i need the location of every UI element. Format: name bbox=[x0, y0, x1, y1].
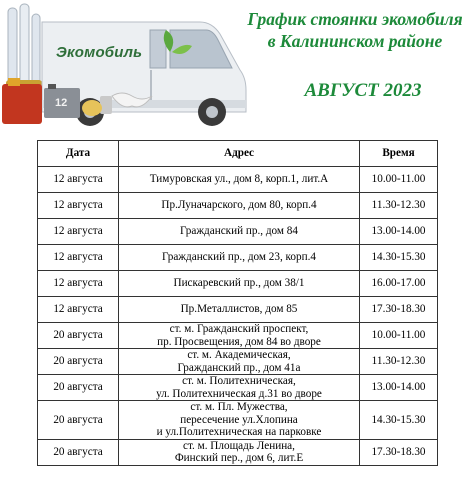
battery-label: 12 bbox=[55, 97, 68, 109]
address-line: и ул.Политехническая на парковке bbox=[156, 426, 322, 438]
cell-address bbox=[119, 439, 360, 465]
table-row bbox=[38, 219, 438, 245]
cell-date: 20 августа bbox=[38, 349, 119, 375]
address-line: ст. м. Политехническая, bbox=[182, 375, 296, 387]
cell-time: 11.30-12.30 bbox=[360, 349, 438, 375]
cell-time: 14.30-15.30 bbox=[360, 245, 438, 271]
cell-address bbox=[119, 297, 360, 323]
table-row bbox=[38, 271, 438, 297]
cell-time: 14.30-15.30 bbox=[360, 401, 438, 440]
cell-address bbox=[119, 375, 360, 401]
cell-time: 13.00-14.00 bbox=[360, 219, 438, 245]
header bbox=[0, 0, 474, 132]
address-line: Гражданский пр., дом 41а bbox=[177, 361, 301, 374]
address-line: Гражданский пр., дом 23, корп.4 bbox=[161, 251, 316, 264]
table-row bbox=[38, 401, 438, 440]
address-line: Пр.Металлистов, дом 85 bbox=[180, 303, 298, 316]
ecomobile-van-illustration bbox=[0, 0, 250, 132]
table-row bbox=[38, 245, 438, 271]
address-line: Финский пер., дом 6, лит.Е bbox=[174, 452, 304, 464]
schedule-body bbox=[38, 167, 438, 466]
address-line: пересечение ул.Хлопина bbox=[180, 413, 298, 426]
cell-date: 12 августа bbox=[38, 193, 119, 219]
cell-time: 10.00-11.00 bbox=[360, 167, 438, 193]
table-row bbox=[38, 297, 438, 323]
cell-address bbox=[119, 167, 360, 193]
cell-time: 16.00-17.00 bbox=[360, 271, 438, 297]
cell-date: 20 августа bbox=[38, 439, 119, 465]
cell-address bbox=[119, 323, 360, 349]
cell-time: 17.30-18.30 bbox=[360, 297, 438, 323]
schedule-table bbox=[37, 140, 438, 466]
cell-date: 20 августа bbox=[38, 375, 119, 401]
column-header-time: Время bbox=[360, 141, 438, 167]
cell-date: 12 августа bbox=[38, 167, 119, 193]
cell-address bbox=[119, 245, 360, 271]
cell-date: 12 августа bbox=[38, 245, 119, 271]
address-line: пр. Просвещения, дом 84 во дворе bbox=[157, 335, 321, 348]
address-line: ст. м. Пл. Мужества, bbox=[190, 401, 288, 413]
address-line: Пр.Луначарского, дом 80, корп.4 bbox=[161, 199, 317, 212]
cell-address bbox=[119, 193, 360, 219]
cell-date: 20 августа bbox=[38, 323, 119, 349]
table-row bbox=[38, 193, 438, 219]
cell-time: 13.00-14.00 bbox=[360, 375, 438, 401]
address-line: Пискаревский пр., дом 38/1 bbox=[173, 277, 305, 290]
cell-date: 12 августа bbox=[38, 271, 119, 297]
page-title bbox=[240, 8, 470, 52]
address-line: ст. м. Площадь Ленина, bbox=[183, 439, 295, 452]
title-line-1: График стоянки экомобиля bbox=[247, 9, 463, 29]
lamp-tubes-icon bbox=[6, 4, 42, 90]
cell-address bbox=[119, 271, 360, 297]
van-label: Экомобиль bbox=[56, 44, 143, 61]
cell-date: 12 августа bbox=[38, 297, 119, 323]
month-heading: АВГУСТ 2023 bbox=[304, 80, 422, 101]
address-line: Тимуровская ул., дом 8, корп.1, лит.А bbox=[149, 173, 329, 186]
table-row bbox=[38, 323, 438, 349]
cell-address bbox=[119, 349, 360, 375]
cell-date: 12 августа bbox=[38, 219, 119, 245]
cell-time: 11.30-12.30 bbox=[360, 193, 438, 219]
cell-address bbox=[119, 401, 360, 440]
address-line: ст. м. Академическая, bbox=[187, 349, 291, 361]
table-header-row bbox=[38, 141, 438, 167]
table-row bbox=[38, 439, 438, 465]
address-line: Гражданский пр., дом 84 bbox=[180, 225, 298, 238]
table-row bbox=[38, 167, 438, 193]
cell-date: 20 августа bbox=[38, 401, 119, 440]
table-row bbox=[38, 349, 438, 375]
address-line: ул. Политехническая д.31 во дворе bbox=[156, 387, 322, 400]
column-header-address: Адрес bbox=[119, 141, 360, 167]
address-line: ст. м. Гражданский проспект, bbox=[169, 323, 309, 335]
column-header-date: Дата bbox=[38, 141, 119, 167]
cell-time: 10.00-11.00 bbox=[360, 323, 438, 349]
title-line-2: в Калининском районе bbox=[267, 31, 443, 51]
cell-time: 17.30-18.30 bbox=[360, 439, 438, 465]
table-row bbox=[38, 375, 438, 401]
cell-address bbox=[119, 219, 360, 245]
